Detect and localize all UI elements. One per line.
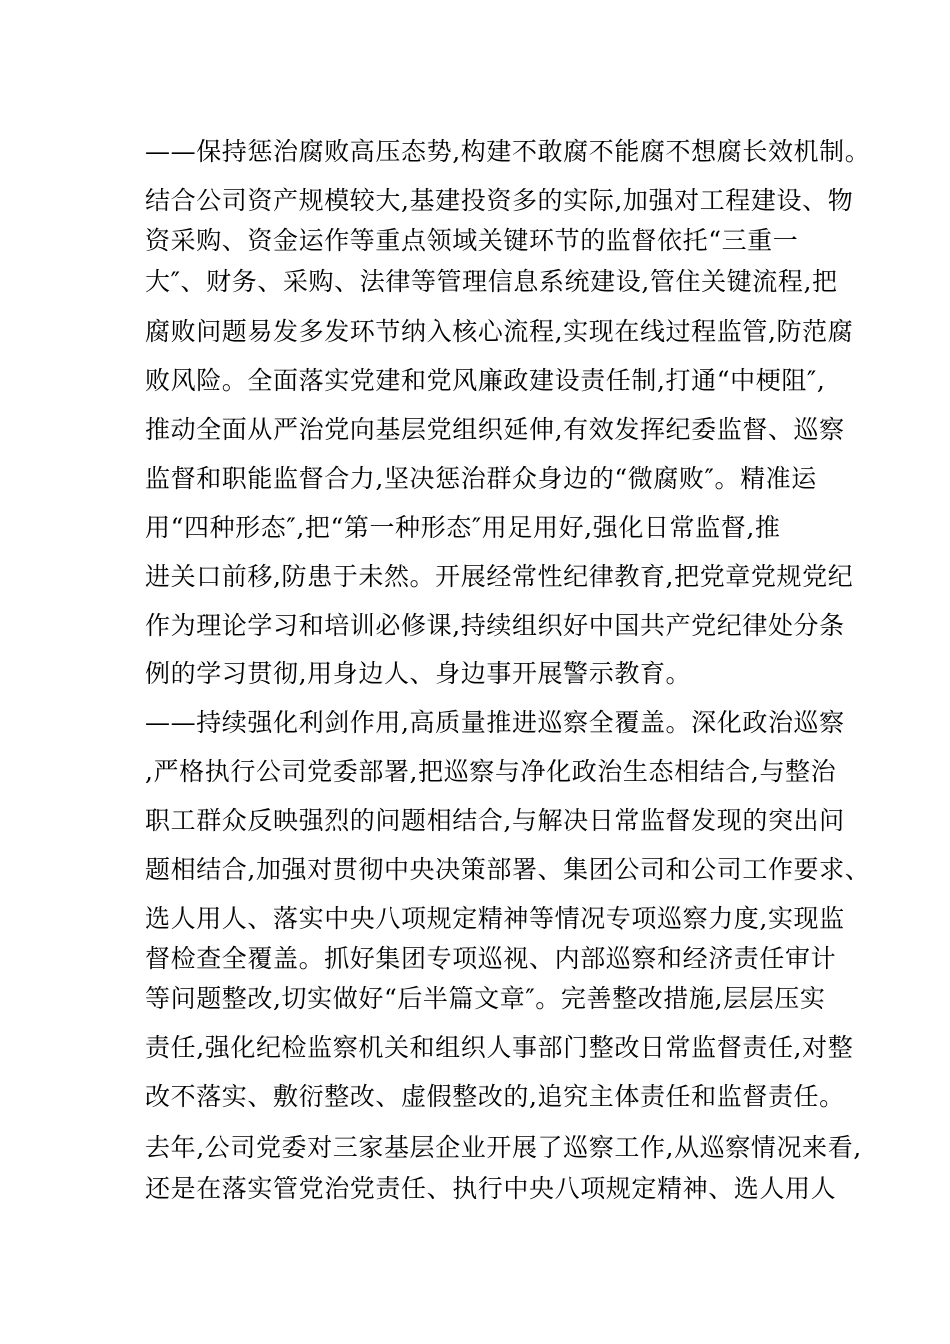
text-line-15: 职工群众反映强烈的问题相结合,与解决日常监督发现的突出问: [145, 806, 845, 835]
text-line-16: 题相结合,加强对贯彻中央决策部署、集团公司和公司工作要求、: [145, 855, 871, 884]
text-line-17: 选人用人、落实中央八项规定精神等情况专项巡察力度,实现监: [145, 904, 845, 933]
text-line-3: 资采购、资金运作等重点领域关键环节的监督依托“三重一: [145, 226, 799, 255]
text-line-12: 例的学习贯彻,用身边人、身边事开展警示教育。: [145, 659, 692, 688]
text-line-10: 进关口前移,防患于未然。开展经常性纪律教育,把党章党规党纪: [145, 562, 854, 591]
text-line-4: 大″、财务、采购、法律等管理信息系统建设,管住关键流程,把: [145, 267, 838, 296]
text-line-8: 监督和职能监督合力,坚决惩治群众身边的“微腐败″。精准运: [145, 464, 817, 493]
text-line-23: 还是在落实管党治党责任、执行中央八项规定精神、选人用人: [145, 1174, 837, 1203]
text-line-1: ——保持惩治腐败高压态势,构建不敢腐不能腐不想腐长效机制。: [145, 137, 871, 166]
text-line-21: 改不落实、敷衍整改、虚假整改的,追究主体责任和监督责任。: [145, 1082, 845, 1111]
text-line-11: 作为理论学习和培训必修课,持续组织好中国共产党纪律处分条: [145, 611, 845, 640]
text-line-9: 用“四种形态″,把“第一种形态″用足用好,强化日常监督,推: [145, 513, 781, 542]
text-line-22: 去年,公司党委对三家基层企业开展了巡察工作,从巡察情况来看,: [145, 1133, 862, 1162]
text-line-14: ,严格执行公司党委部署,把巡察与净化政治生态相结合,与整治: [145, 757, 837, 786]
text-line-6: 败风险。全面落实党建和党风廉政建设责任制,打通“中梗阻″,: [145, 366, 826, 395]
text-line-13: ——持续强化利剑作用,高质量推进巡察全覆盖。深化政治巡察: [145, 708, 845, 737]
text-line-20: 责任,强化纪检监察机关和组织人事部门整改日常监督责任,对整: [145, 1033, 854, 1062]
text-line-18: 督检查全覆盖。抓好集团专项巡视、内部巡察和经济责任审计: [145, 944, 837, 973]
text-line-19: 等问题整改,切实做好“后半篇文章″。完善整改措施,层层压实: [145, 984, 826, 1013]
text-line-5: 腐败问题易发多发环节纳入核心流程,实现在线过程监管,防范腐: [145, 317, 854, 346]
text-line-7: 推动全面从严治党向基层党组织延伸,有效发挥纪委监督、巡察: [145, 415, 845, 444]
text-line-2: 结合公司资产规模较大,基建投资多的实际,加强对工程建设、物: [145, 186, 854, 215]
